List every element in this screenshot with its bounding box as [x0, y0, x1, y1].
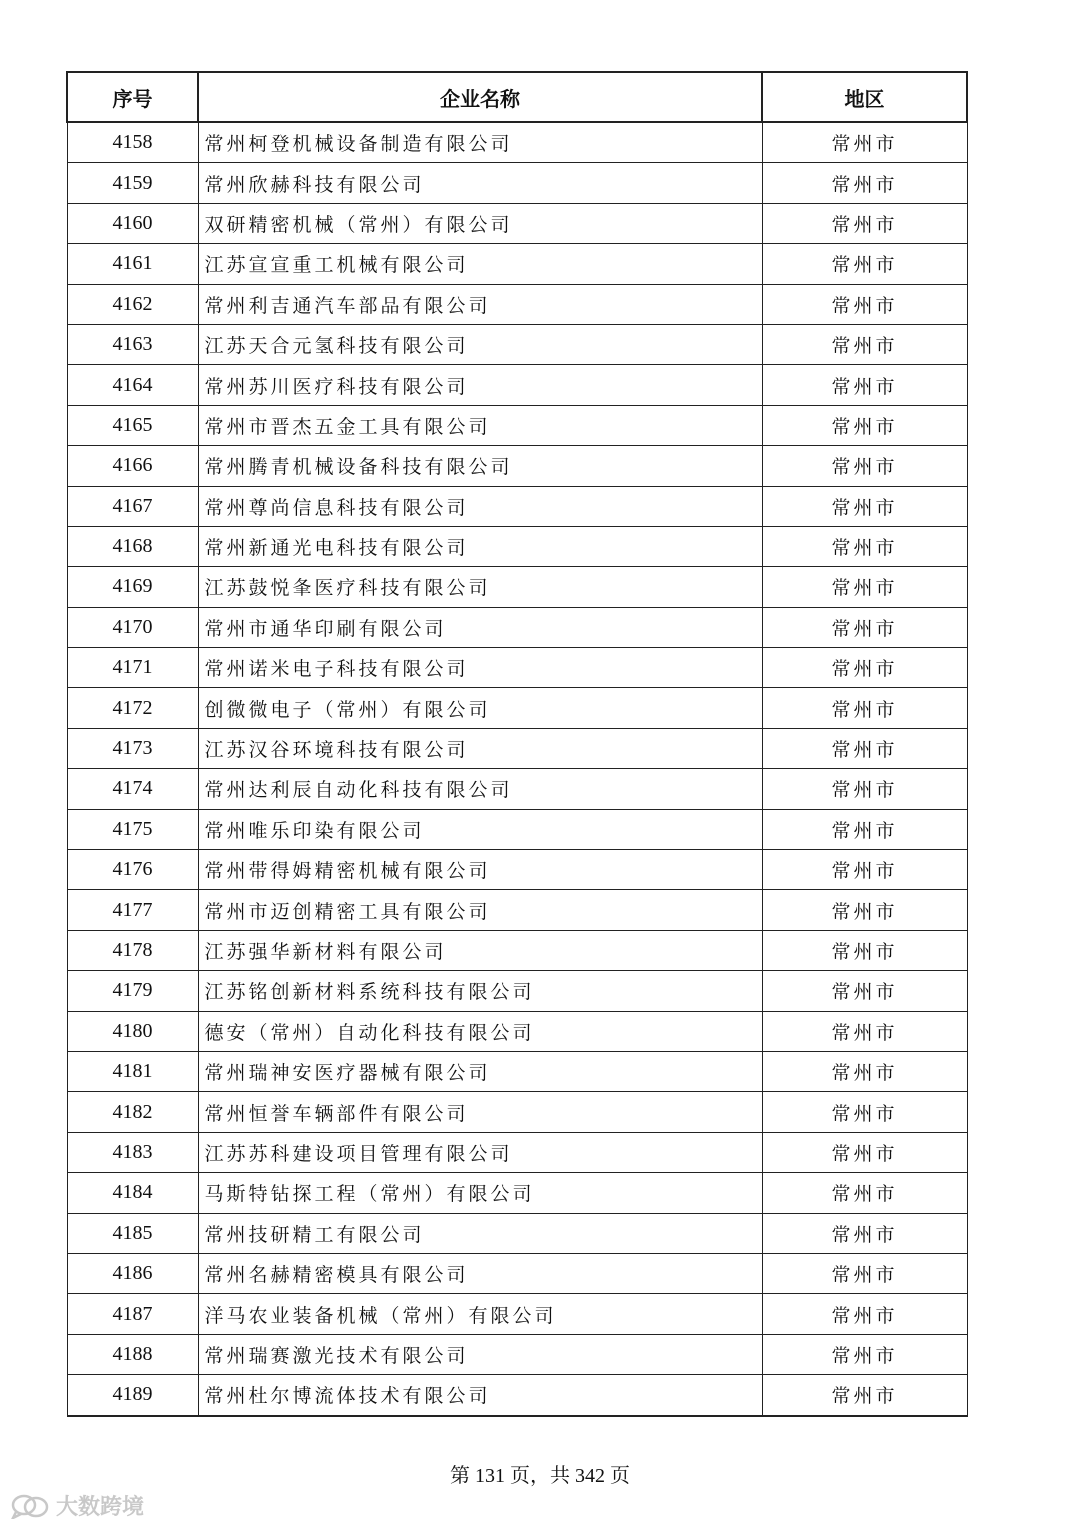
serial-number-cell: 4183	[67, 1132, 198, 1172]
table-row	[67, 446, 967, 486]
serial-number-cell: 4188	[67, 1334, 198, 1374]
serial-number-cell: 4185	[67, 1213, 198, 1253]
serial-number-cell: 4170	[67, 607, 198, 647]
serial-number-cell: 4164	[67, 365, 198, 405]
region-cell: 常州市	[762, 567, 967, 607]
serial-number-cell: 4161	[67, 244, 198, 284]
company-name-cell: 常州恒誉车辆部件有限公司	[198, 1092, 762, 1132]
region-cell: 常州市	[762, 930, 967, 970]
region-cell: 常州市	[762, 284, 967, 324]
region-cell: 常州市	[762, 607, 967, 647]
header-region: 地区	[762, 72, 967, 122]
serial-number-cell: 4166	[67, 446, 198, 486]
company-name-cell: 常州瑞赛激光技术有限公司	[198, 1334, 762, 1374]
serial-number-cell: 4187	[67, 1294, 198, 1334]
table-row	[67, 324, 967, 364]
table-row	[67, 850, 967, 890]
table-row	[67, 1051, 967, 1091]
serial-number-cell: 4171	[67, 648, 198, 688]
serial-number-cell: 4167	[67, 486, 198, 526]
company-list-table	[66, 71, 968, 1417]
company-name-cell: 常州诺米电子科技有限公司	[198, 648, 762, 688]
table-row	[67, 1092, 967, 1132]
company-name-cell: 江苏铭创新材料系统科技有限公司	[198, 971, 762, 1011]
serial-number-cell: 4165	[67, 405, 198, 445]
region-cell: 常州市	[762, 769, 967, 809]
chat-bubble-logo-icon	[10, 1493, 50, 1519]
company-name-cell: 创微微电子（常州）有限公司	[198, 688, 762, 728]
header-company-name: 企业名称	[198, 72, 762, 122]
region-cell: 常州市	[762, 890, 967, 930]
table-row	[67, 1173, 967, 1213]
region-cell: 常州市	[762, 405, 967, 445]
table-row	[67, 1132, 967, 1172]
serial-number-cell: 4184	[67, 1173, 198, 1213]
serial-number-cell: 4160	[67, 203, 198, 243]
serial-number-cell: 4175	[67, 809, 198, 849]
company-name-cell: 江苏苏科建设项目管理有限公司	[198, 1132, 762, 1172]
serial-number-cell: 4186	[67, 1253, 198, 1293]
company-name-cell: 常州市通华印刷有限公司	[198, 607, 762, 647]
region-cell: 常州市	[762, 1213, 967, 1253]
serial-number-cell: 4178	[67, 930, 198, 970]
company-name-cell: 江苏宣宣重工机械有限公司	[198, 244, 762, 284]
region-cell: 常州市	[762, 163, 967, 203]
table-row	[67, 365, 967, 405]
company-name-cell: 常州利吉通汽车部品有限公司	[198, 284, 762, 324]
table-row	[67, 971, 967, 1011]
table-row	[67, 405, 967, 445]
table-row	[67, 769, 967, 809]
serial-number-cell: 4158	[67, 122, 198, 163]
region-cell: 常州市	[762, 1092, 967, 1132]
company-name-cell: 常州市迈创精密工具有限公司	[198, 890, 762, 930]
region-cell: 常州市	[762, 1051, 967, 1091]
region-cell: 常州市	[762, 971, 967, 1011]
company-name-cell: 常州名赫精密模具有限公司	[198, 1253, 762, 1293]
table-row	[67, 1375, 967, 1416]
company-name-cell: 双研精密机械（常州）有限公司	[198, 203, 762, 243]
serial-number-cell: 4168	[67, 526, 198, 566]
company-name-cell: 常州达利辰自动化科技有限公司	[198, 769, 762, 809]
company-name-cell: 马斯特钻探工程（常州）有限公司	[198, 1173, 762, 1213]
table-row	[67, 1011, 967, 1051]
table-row	[67, 284, 967, 324]
company-name-cell: 常州带得姆精密机械有限公司	[198, 850, 762, 890]
company-name-cell: 江苏强华新材料有限公司	[198, 930, 762, 970]
serial-number-cell: 4179	[67, 971, 198, 1011]
region-cell: 常州市	[762, 203, 967, 243]
region-cell: 常州市	[762, 486, 967, 526]
region-cell: 常州市	[762, 244, 967, 284]
company-name-cell: 常州市晋杰五金工具有限公司	[198, 405, 762, 445]
table-row	[67, 1334, 967, 1374]
table-row	[67, 1294, 967, 1334]
company-name-cell: 洋马农业装备机械（常州）有限公司	[198, 1294, 762, 1334]
region-cell: 常州市	[762, 526, 967, 566]
region-cell: 常州市	[762, 1375, 967, 1416]
company-name-cell: 常州瑞神安医疗器械有限公司	[198, 1051, 762, 1091]
table-row	[67, 728, 967, 768]
table-row	[67, 930, 967, 970]
serial-number-cell: 4162	[67, 284, 198, 324]
serial-number-cell: 4172	[67, 688, 198, 728]
table-row	[67, 486, 967, 526]
region-cell: 常州市	[762, 1334, 967, 1374]
table-row	[67, 607, 967, 647]
header-serial-number: 序号	[67, 72, 198, 122]
region-cell: 常州市	[762, 324, 967, 364]
table-header-row	[67, 72, 967, 122]
serial-number-cell: 4181	[67, 1051, 198, 1091]
region-cell: 常州市	[762, 809, 967, 849]
table-row	[67, 688, 967, 728]
serial-number-cell: 4176	[67, 850, 198, 890]
company-name-cell: 江苏汉谷环境科技有限公司	[198, 728, 762, 768]
company-name-cell: 江苏天合元氢科技有限公司	[198, 324, 762, 364]
region-cell: 常州市	[762, 850, 967, 890]
region-cell: 常州市	[762, 688, 967, 728]
region-cell: 常州市	[762, 648, 967, 688]
region-cell: 常州市	[762, 1253, 967, 1293]
table-row	[67, 567, 967, 607]
table-row	[67, 1253, 967, 1293]
company-name-cell: 江苏鼓悦夆医疗科技有限公司	[198, 567, 762, 607]
table-row	[67, 163, 967, 203]
company-name-cell: 常州苏川医疗科技有限公司	[198, 365, 762, 405]
serial-number-cell: 4189	[67, 1375, 198, 1416]
serial-number-cell: 4177	[67, 890, 198, 930]
company-name-cell: 常州杜尔博流体技术有限公司	[198, 1375, 762, 1416]
table-row	[67, 890, 967, 930]
company-name-cell: 德安（常州）自动化科技有限公司	[198, 1011, 762, 1051]
table-row	[67, 203, 967, 243]
watermark	[10, 1490, 144, 1521]
region-cell: 常州市	[762, 1294, 967, 1334]
serial-number-cell: 4180	[67, 1011, 198, 1051]
table-row	[67, 809, 967, 849]
serial-number-cell: 4173	[67, 728, 198, 768]
company-name-cell: 常州唯乐印染有限公司	[198, 809, 762, 849]
table-row	[67, 1213, 967, 1253]
serial-number-cell: 4159	[67, 163, 198, 203]
serial-number-cell: 4174	[67, 769, 198, 809]
company-name-cell: 常州尊尚信息科技有限公司	[198, 486, 762, 526]
page-number-footer: 第 131 页，共 342 页	[450, 1465, 630, 1487]
table-body	[67, 122, 967, 1416]
region-cell: 常州市	[762, 446, 967, 486]
table-row	[67, 648, 967, 688]
region-cell: 常州市	[762, 1132, 967, 1172]
company-name-cell: 常州新通光电科技有限公司	[198, 526, 762, 566]
region-cell: 常州市	[762, 1011, 967, 1051]
company-name-cell: 常州柯登机械设备制造有限公司	[198, 122, 762, 163]
serial-number-cell: 4169	[67, 567, 198, 607]
table-row	[67, 122, 967, 163]
region-cell: 常州市	[762, 122, 967, 163]
watermark-text: 大数跨境	[56, 1495, 145, 1520]
region-cell: 常州市	[762, 365, 967, 405]
serial-number-cell: 4163	[67, 324, 198, 364]
company-name-cell: 常州腾青机械设备科技有限公司	[198, 446, 762, 486]
region-cell: 常州市	[762, 1173, 967, 1213]
serial-number-cell: 4182	[67, 1092, 198, 1132]
table-row	[67, 244, 967, 284]
company-name-cell: 常州欣赫科技有限公司	[198, 163, 762, 203]
company-name-cell: 常州技研精工有限公司	[198, 1213, 762, 1253]
region-cell: 常州市	[762, 728, 967, 768]
table-row	[67, 526, 967, 566]
